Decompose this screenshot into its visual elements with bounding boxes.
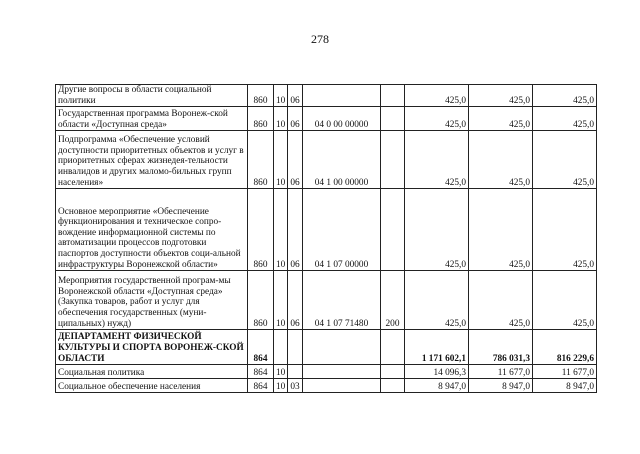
expense-type-code <box>381 107 405 131</box>
target-code <box>303 330 381 365</box>
page-number: 278 <box>311 32 329 46</box>
table-row <box>56 131 597 189</box>
year3-amount: 425,0 <box>533 131 597 189</box>
expense-type-code: 200 <box>381 271 405 330</box>
year2-amount: 425,0 <box>469 271 533 330</box>
expense-type-code <box>381 330 405 365</box>
year2-amount: 425,0 <box>469 107 533 131</box>
ministry-code: 864 <box>248 379 274 393</box>
ministry-code: 864 <box>248 365 274 379</box>
table-row <box>56 271 597 330</box>
row-name: ДЕПАРТАМЕНТ ФИЗИЧЕСКОЙ КУЛЬТУРЫ И СПОРТА ВОРОНЕЖ-СКОЙ ОБЛАСТИ <box>56 330 248 365</box>
year2-amount: 425,0 <box>469 189 533 271</box>
row-name: Основное мероприятие «Обеспечение функционирования и техническое сопро-вождение информационной системы по автоматизации процессов подготовки паспортов доступности объектов соци-альной инфраструктуры Воронежской области» <box>56 189 248 271</box>
year3-amount: 8 947,0 <box>533 379 597 393</box>
section-code: 10 <box>274 85 288 107</box>
expense-type-code <box>381 189 405 271</box>
subsection-code: 06 <box>288 85 303 107</box>
ministry-code: 860 <box>248 131 274 189</box>
table-row <box>56 85 597 107</box>
section-code: 10 <box>274 379 288 393</box>
table-row <box>56 189 597 271</box>
expense-type-code <box>381 85 405 107</box>
section-code: 10 <box>274 107 288 131</box>
row-name: Подпрограмма «Обеспечение условий доступности приоритетных объектов и услуг в приоритетных сферах жизнедея-тельности инвалидов и других маломо-бильных групп населения» <box>56 131 248 189</box>
target-code: 04 0 00 00000 <box>303 107 381 131</box>
subsection-code: 06 <box>288 131 303 189</box>
subsection-code: 03 <box>288 379 303 393</box>
table-row <box>56 365 597 379</box>
ministry-code: 864 <box>248 330 274 365</box>
table-row <box>56 330 597 365</box>
expense-type-code <box>381 379 405 393</box>
row-name: Социальная политика <box>56 365 248 379</box>
year2-amount: 425,0 <box>469 131 533 189</box>
year3-amount: 425,0 <box>533 189 597 271</box>
year1-amount: 8 947,0 <box>405 379 469 393</box>
year3-amount: 425,0 <box>533 271 597 330</box>
year3-amount: 816 229,6 <box>533 330 597 365</box>
subsection-code <box>288 330 303 365</box>
year2-amount: 425,0 <box>469 85 533 107</box>
year1-amount: 14 096,3 <box>405 365 469 379</box>
ministry-code: 860 <box>248 189 274 271</box>
ministry-code: 860 <box>248 107 274 131</box>
target-code: 04 1 07 00000 <box>303 189 381 271</box>
expense-type-code <box>381 131 405 189</box>
target-code <box>303 85 381 107</box>
ministry-code: 860 <box>248 271 274 330</box>
year1-amount: 1 171 602,1 <box>405 330 469 365</box>
target-code <box>303 379 381 393</box>
year2-amount: 11 677,0 <box>469 365 533 379</box>
row-name: Мероприятия государственной програм-мы Воронежской области «Доступная среда» (Закупка товаров, работ и услуг для обеспечения государственных (муни-ципальных) нужд) <box>56 271 248 330</box>
ministry-code: 860 <box>248 85 274 107</box>
target-code: 04 1 00 00000 <box>303 131 381 189</box>
year1-amount: 425,0 <box>405 131 469 189</box>
row-name: Государственная программа Воронеж-ской области «Доступная среда» <box>56 107 248 131</box>
year3-amount: 425,0 <box>533 107 597 131</box>
subsection-code: 06 <box>288 271 303 330</box>
budget-table <box>55 84 597 393</box>
section-code: 10 <box>274 365 288 379</box>
section-code: 10 <box>274 271 288 330</box>
row-name: Социальное обеспечение населения <box>56 379 248 393</box>
table-row <box>56 379 597 393</box>
target-code: 04 1 07 71480 <box>303 271 381 330</box>
row-name: Другие вопросы в области социальной политики <box>56 85 248 107</box>
section-code <box>274 330 288 365</box>
year2-amount: 786 031,3 <box>469 330 533 365</box>
year2-amount: 8 947,0 <box>469 379 533 393</box>
table-row <box>56 107 597 131</box>
year3-amount: 11 677,0 <box>533 365 597 379</box>
target-code <box>303 365 381 379</box>
year1-amount: 425,0 <box>405 107 469 131</box>
year1-amount: 425,0 <box>405 271 469 330</box>
expense-type-code <box>381 365 405 379</box>
subsection-code <box>288 365 303 379</box>
year1-amount: 425,0 <box>405 85 469 107</box>
year3-amount: 425,0 <box>533 85 597 107</box>
subsection-code: 06 <box>288 107 303 131</box>
section-code: 10 <box>274 131 288 189</box>
section-code: 10 <box>274 189 288 271</box>
subsection-code: 06 <box>288 189 303 271</box>
year1-amount: 425,0 <box>405 189 469 271</box>
